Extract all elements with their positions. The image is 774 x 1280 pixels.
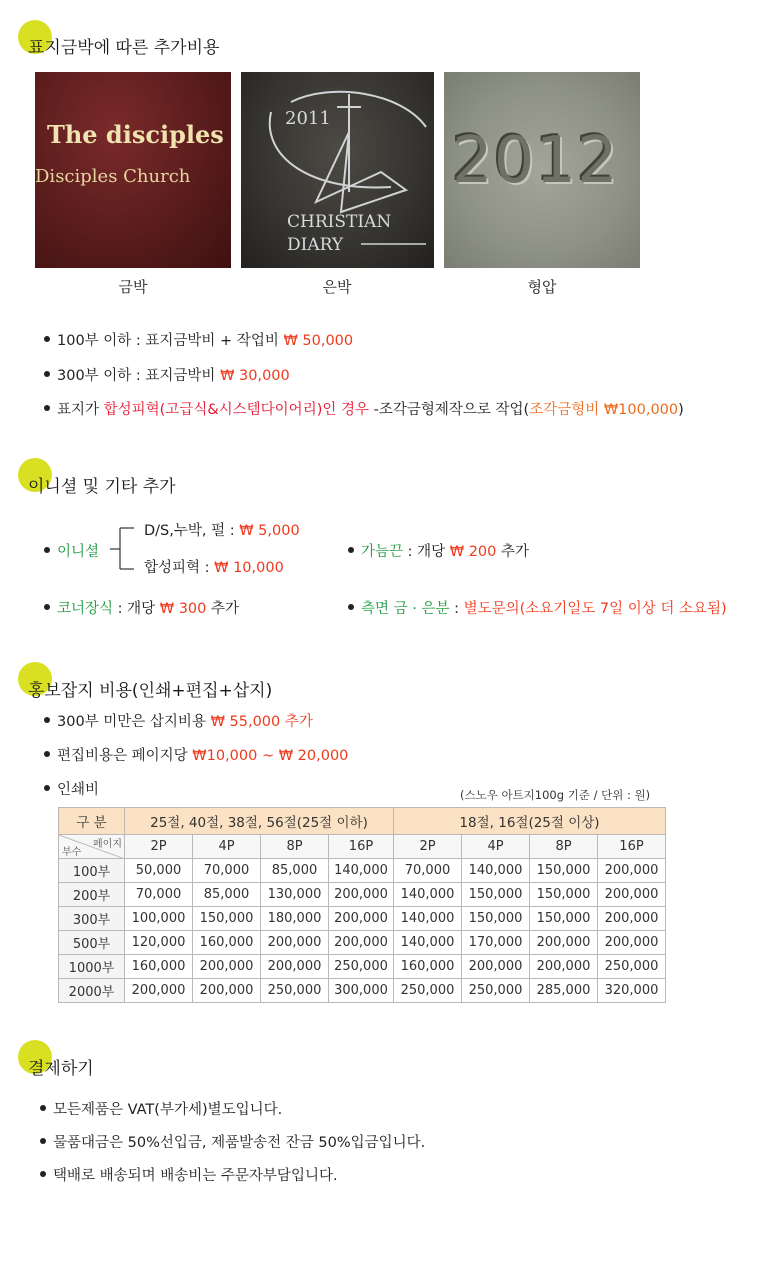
qty-cell: 2000부 bbox=[59, 979, 125, 1003]
price: ₩10,000 ~ ₩ 20,000 bbox=[192, 748, 349, 764]
caption-emboss: 형압 bbox=[527, 278, 557, 296]
table-row bbox=[59, 955, 666, 979]
silver-foil-photo bbox=[241, 72, 434, 268]
price: ₩ 50,000 bbox=[283, 333, 354, 349]
corner-decoration-price: 코너장식 : 개당 ₩ 300 추가 bbox=[44, 597, 239, 618]
initial-label: 이니셜 bbox=[44, 540, 99, 561]
price-cell: 160,000 bbox=[125, 955, 193, 979]
price-cell: 150,000 bbox=[530, 883, 598, 907]
price-cell: 285,000 bbox=[530, 979, 598, 1003]
section-title-initial: 이니셜 및 기타 추가 bbox=[28, 477, 176, 497]
page-col: 4P bbox=[462, 835, 530, 859]
price-cell: 170,000 bbox=[462, 931, 530, 955]
payment-note-shipping: 택배로 배송되며 배송비는 주문자부담입니다. bbox=[40, 1164, 338, 1185]
price-cell: 200,000 bbox=[329, 931, 394, 955]
price-cell: 130,000 bbox=[261, 883, 329, 907]
bullet-dot bbox=[40, 1105, 46, 1111]
price-cell: 140,000 bbox=[462, 859, 530, 883]
gold-foil-text-2: Disciples Church bbox=[35, 166, 191, 187]
table-row bbox=[59, 979, 666, 1003]
bullet-dot bbox=[44, 371, 50, 377]
price-cell: 150,000 bbox=[462, 883, 530, 907]
group-large-sizes: 18절, 16절(25절 이상) bbox=[394, 808, 666, 835]
qty-cell: 100부 bbox=[59, 859, 125, 883]
payment-note-vat: 모든제품은 VAT(부가세)별도입니다. bbox=[40, 1098, 282, 1119]
bullet-dot bbox=[44, 547, 50, 553]
price-cell: 250,000 bbox=[394, 979, 462, 1003]
price-cell: 200,000 bbox=[530, 955, 598, 979]
bullet-dot bbox=[44, 751, 50, 757]
qty-cell: 300부 bbox=[59, 907, 125, 931]
price-cell: 250,000 bbox=[462, 979, 530, 1003]
caption-silver-foil: 은박 bbox=[322, 278, 352, 296]
insert-cost: 300부 미만은 삽지비용 ₩ 55,000 추가 bbox=[44, 710, 313, 731]
caption-gold-foil: 금박 bbox=[118, 278, 148, 296]
price-cell: 140,000 bbox=[394, 907, 462, 931]
price: ₩ 55,000 추가 bbox=[210, 714, 313, 730]
price-cell: 200,000 bbox=[261, 931, 329, 955]
price-cell: 320,000 bbox=[598, 979, 666, 1003]
price: ₩ 300 bbox=[159, 601, 207, 617]
price-cell: 200,000 bbox=[530, 931, 598, 955]
price-cell: 70,000 bbox=[394, 859, 462, 883]
price-cell: 200,000 bbox=[329, 883, 394, 907]
bullet-dot bbox=[40, 1138, 46, 1144]
price-cell: 200,000 bbox=[261, 955, 329, 979]
price-cell: 160,000 bbox=[193, 931, 261, 955]
price-cell: 150,000 bbox=[530, 907, 598, 931]
table-page-header bbox=[59, 835, 666, 859]
price-cell: 70,000 bbox=[193, 859, 261, 883]
price-cell: 150,000 bbox=[462, 907, 530, 931]
emboss-photo bbox=[444, 72, 640, 268]
payment-note-deposit: 물품대금은 50%선입금, 제품발송전 잔금 50%입금입니다. bbox=[40, 1131, 425, 1152]
price-cell: 250,000 bbox=[329, 955, 394, 979]
price-cell: 85,000 bbox=[261, 859, 329, 883]
section-title-magazine: 홍보잡지 비용(인쇄+편집+삽지) bbox=[28, 681, 273, 701]
table-row bbox=[59, 931, 666, 955]
page-col: 2P bbox=[394, 835, 462, 859]
group-small-sizes: 25절, 40절, 38절, 56절(25절 이하) bbox=[125, 808, 394, 835]
page-col: 8P bbox=[530, 835, 598, 859]
page-col: 16P bbox=[329, 835, 394, 859]
price-cell: 140,000 bbox=[329, 859, 394, 883]
initial-option-1: D/S,누박, 펄 : ₩ 5,000 bbox=[144, 523, 300, 539]
bullet-dot bbox=[44, 717, 50, 723]
silver-foil-text-2: DIARY bbox=[287, 235, 344, 255]
bullet-dot bbox=[348, 547, 354, 553]
section-title-foil: 표지금박에 따른 추가비용 bbox=[28, 38, 220, 58]
price-cell: 200,000 bbox=[193, 955, 261, 979]
initial-bracket bbox=[108, 525, 138, 575]
emboss-year: 2012 bbox=[452, 124, 619, 198]
price-cell: 250,000 bbox=[261, 979, 329, 1003]
page-col: 8P bbox=[261, 835, 329, 859]
table-row bbox=[59, 907, 666, 931]
price-cell: 120,000 bbox=[125, 931, 193, 955]
page-col: 2P bbox=[125, 835, 193, 859]
price-cell: 200,000 bbox=[598, 859, 666, 883]
page-col: 4P bbox=[193, 835, 261, 859]
price-cell: 200,000 bbox=[193, 979, 261, 1003]
price: ₩ 200 bbox=[449, 544, 497, 560]
price-cell: 85,000 bbox=[193, 883, 261, 907]
bullet-dot bbox=[348, 604, 354, 610]
price-cell: 150,000 bbox=[530, 859, 598, 883]
editing-cost: 편집비용은 페이지당 ₩10,000 ~ ₩ 20,000 bbox=[44, 744, 348, 765]
price-cell: 50,000 bbox=[125, 859, 193, 883]
gubun-header: 구 분 bbox=[59, 808, 125, 835]
diagonal-header-cell: 페이지 부수 bbox=[59, 835, 125, 859]
price-cell: 160,000 bbox=[394, 955, 462, 979]
price: ₩ 10,000 bbox=[214, 560, 284, 576]
bullet-dot bbox=[44, 336, 50, 342]
silver-foil-text-1: CHRISTIAN bbox=[287, 212, 392, 232]
gold-foil-text-1: The disciples bbox=[47, 120, 224, 149]
table-group-header bbox=[59, 808, 666, 835]
price-cell: 200,000 bbox=[598, 883, 666, 907]
foil-price-100: 100부 이하 : 표지금박비 + 작업비 ₩ 50,000 bbox=[44, 329, 353, 350]
qty-cell: 200부 bbox=[59, 883, 125, 907]
price-cell: 200,000 bbox=[598, 907, 666, 931]
price-cell: 300,000 bbox=[329, 979, 394, 1003]
table-unit-note: (스노우 아트지100g 기준 / 단위 : 원) bbox=[460, 788, 651, 802]
price-cell: 70,000 bbox=[125, 883, 193, 907]
initial-option-2: 합성피혁 : ₩ 10,000 bbox=[144, 560, 284, 576]
bookmark-string-price: 가늠끈 : 개당 ₩ 200 추가 bbox=[348, 540, 529, 561]
page-col: 16P bbox=[598, 835, 666, 859]
price-cell: 150,000 bbox=[193, 907, 261, 931]
bullet-dot bbox=[44, 785, 50, 791]
price-cell: 250,000 bbox=[598, 955, 666, 979]
price-cell: 140,000 bbox=[394, 883, 462, 907]
price-cell: 180,000 bbox=[261, 907, 329, 931]
price: 조각금형비 ₩100,000 bbox=[529, 402, 679, 418]
gold-foil-photo bbox=[35, 72, 231, 268]
price: ₩ 5,000 bbox=[239, 523, 300, 539]
price-cell: 100,000 bbox=[125, 907, 193, 931]
silver-foil-year: 2011 bbox=[285, 108, 331, 129]
foil-price-300: 300부 이하 : 표지금박비 ₩ 30,000 bbox=[44, 364, 290, 385]
printing-cost-label: 인쇄비 bbox=[44, 778, 99, 799]
price-cell: 200,000 bbox=[125, 979, 193, 1003]
bullet-dot bbox=[40, 1171, 46, 1177]
price: ₩ 30,000 bbox=[220, 368, 290, 384]
bullet-dot bbox=[44, 405, 50, 411]
bullet-dot bbox=[44, 604, 50, 610]
table-row bbox=[59, 883, 666, 907]
table-row bbox=[59, 859, 666, 883]
foil-price-leather: 표지가 합성피혁(고급식&시스템다이어리)인 경우 -조각금형제작으로 작업(조각금형비 ₩100,000) bbox=[44, 398, 684, 419]
price-cell: 140,000 bbox=[394, 931, 462, 955]
price-cell: 200,000 bbox=[462, 955, 530, 979]
qty-cell: 1000부 bbox=[59, 955, 125, 979]
price-cell: 200,000 bbox=[329, 907, 394, 931]
printing-price-table bbox=[58, 807, 666, 1003]
section-title-payment: 결제하기 bbox=[28, 1059, 94, 1079]
qty-cell: 500부 bbox=[59, 931, 125, 955]
leather-highlight: 합성피혁(고급식&시스템다이어리)인 경우 bbox=[103, 402, 369, 418]
side-gilding-price: 측면 금 · 은분 : 별도문의(소요기일도 7일 이상 더 소요됨) bbox=[348, 597, 727, 618]
price-cell: 200,000 bbox=[598, 931, 666, 955]
